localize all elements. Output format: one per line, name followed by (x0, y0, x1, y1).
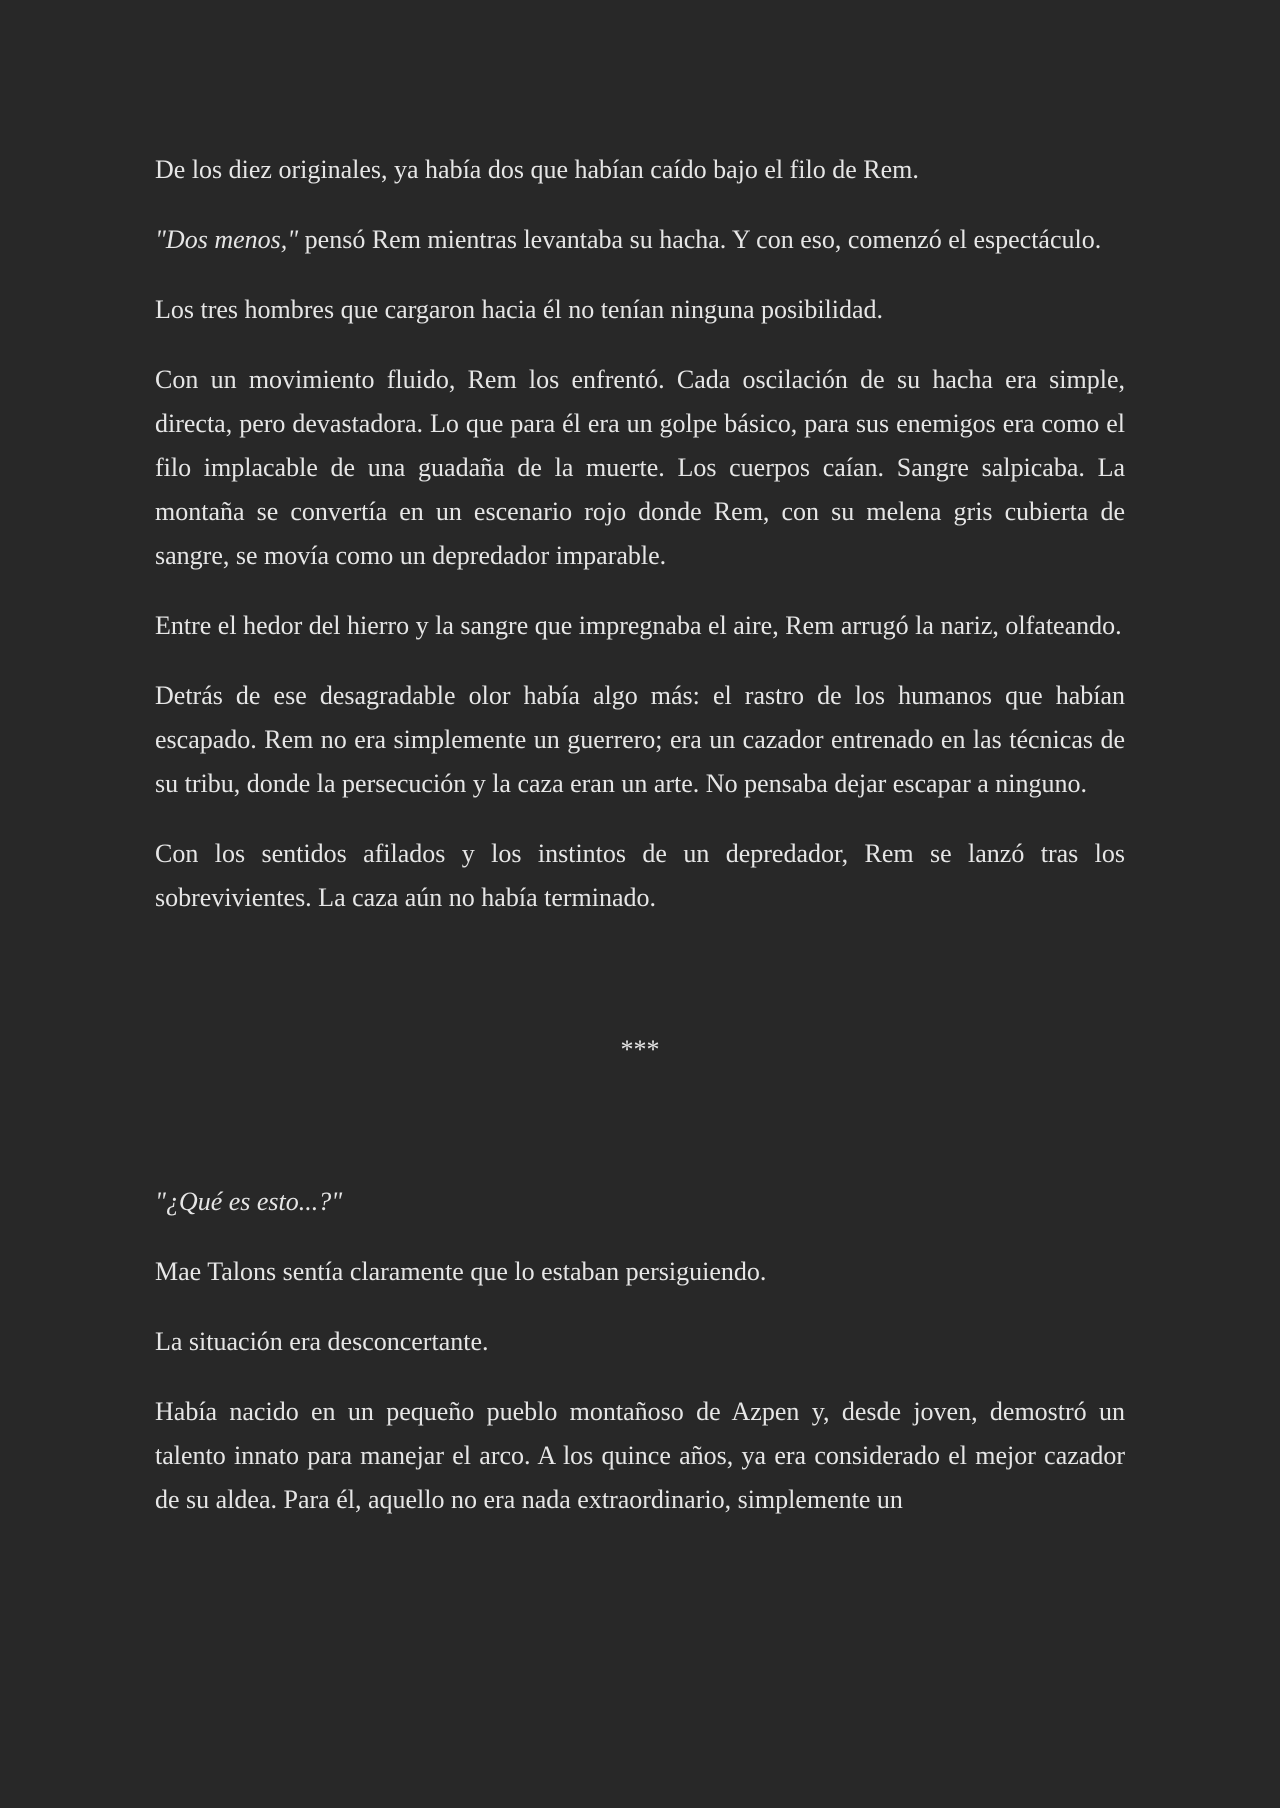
paragraph (155, 218, 1125, 262)
italic-thought: "Dos menos," (155, 225, 299, 254)
paragraph-text: pensó Rem mientras levantaba su hacha. Y con eso, comenzó el espectáculo. (298, 225, 1102, 254)
reading-page (155, 148, 1125, 1548)
italic-thought: "¿Qué es esto...?" (155, 1187, 343, 1216)
paragraph: Detrás de ese desagradable olor había algo más: el rastro de los humanos que habían escapado. Rem no era simplemente un guerrero; era un cazador entrenado en las técnicas de su tribu, donde la persecución y la caza eran un arte. No pensaba dejar escapar a ninguno. (155, 681, 1125, 798)
paragraph: La situación era desconcertante. (155, 1327, 489, 1356)
paragraph: Con los sentidos afilados y los instintos de un depredador, Rem se lanzó tras los sobrevivientes. La caza aún no había terminado. (155, 839, 1125, 912)
paragraph: Había nacido en un pequeño pueblo montañoso de Azpen y, desde joven, demostró un talento innato para manejar el arco. A los quince años, ya era considerado el mejor cazador de su aldea. Para él, aquello no era nada extraordinario, simplemente un (155, 1397, 1125, 1514)
section-separator: *** (620, 1035, 660, 1064)
paragraph: Mae Talons sentía claramente que lo estaban persiguiendo. (155, 1257, 767, 1286)
paragraph: Entre el hedor del hierro y la sangre que impregnaba el aire, Rem arrugó la nariz, olfateando. (155, 611, 1122, 640)
paragraph: Los tres hombres que cargaron hacia él no tenían ninguna posibilidad. (155, 295, 884, 324)
paragraph: De los diez originales, ya había dos que habían caído bajo el filo de Rem. (155, 155, 919, 184)
paragraph: Con un movimiento fluido, Rem los enfrentó. Cada oscilación de su hacha era simple, directa, pero devastadora. Lo que para él era un golpe básico, para sus enemigos era como el filo implacable de una guadaña de la muerte. Los cuerpos caían. Sangre salpicaba. La montaña se convertía en un escenario rojo donde Rem, con su melena gris cubierta de sangre, se movía como un depredador imparable. (155, 365, 1125, 570)
paragraph (155, 1180, 1125, 1224)
